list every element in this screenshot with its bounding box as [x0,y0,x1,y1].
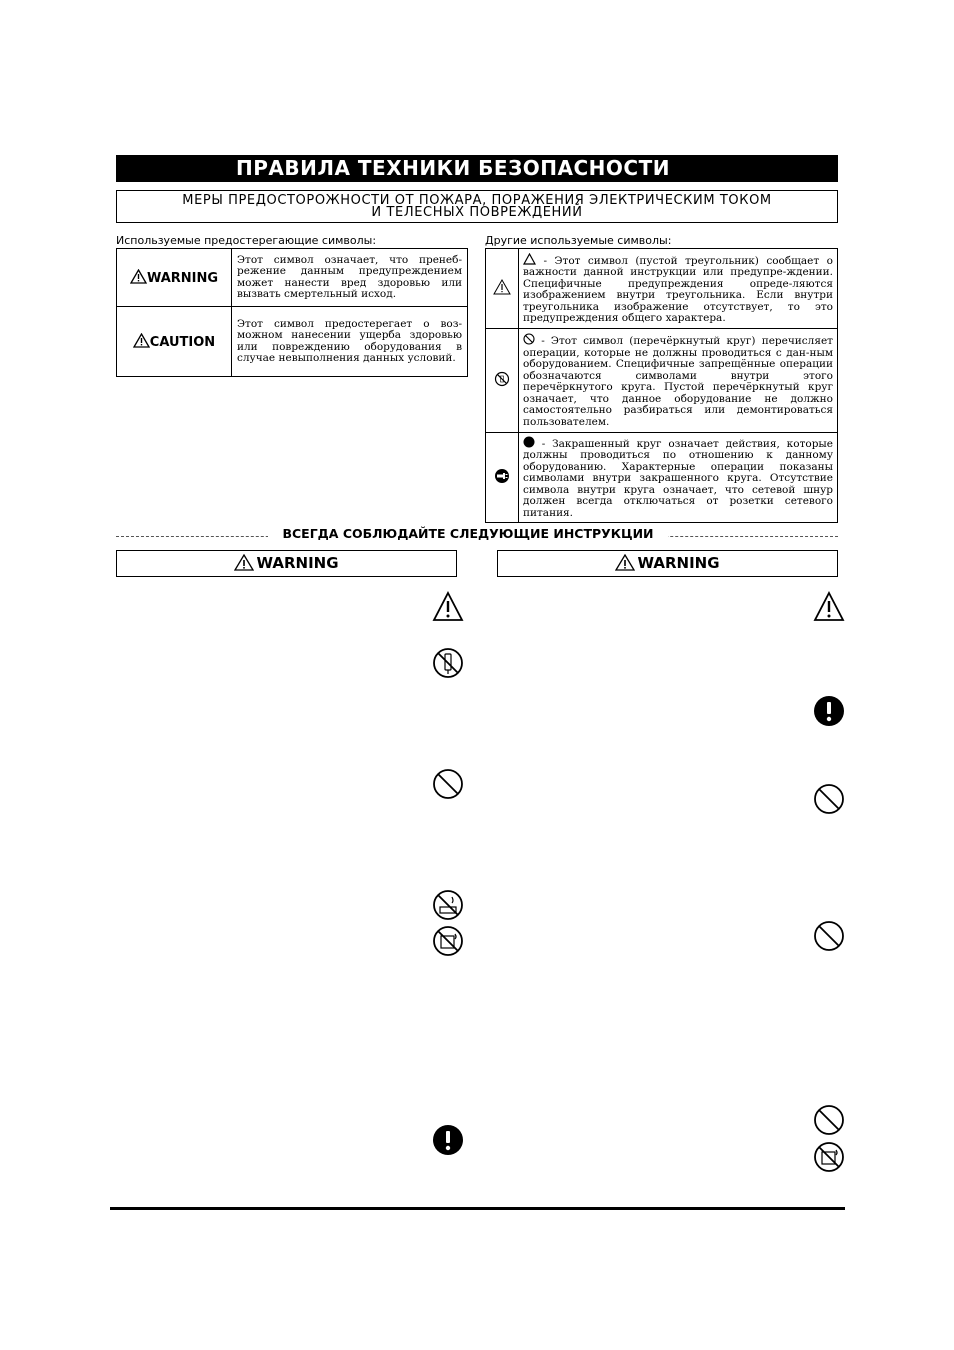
small-triangle-icon [523,253,536,265]
filled-circle-description [519,433,838,523]
subtitle-line-2: И ТЕЛЕСНЫХ ПОВРЕЖДЕНИЙ [371,205,583,220]
no-wet-location-icon [813,1141,845,1173]
unplug-icon [494,468,510,484]
caution-description: Этот символ предостерегает о воз-можном нанесении ущерба здоровью или повреждению оборудования в случае невыполнения данных условий. [232,307,468,377]
empty-triangle-icon [493,279,511,295]
bottom-rule [110,1207,845,1210]
small-filled-circle-icon [523,436,535,448]
prohibited-icon [813,1104,845,1136]
caution-general-icon [432,591,464,623]
prohibition-icon [494,371,510,387]
prohibited-icon [813,783,845,815]
caution-general-icon [813,591,845,623]
caution-label: CAUTION [149,335,216,350]
triangle-description [519,249,838,329]
prohibition-text: - Этот символ (перечёркнутый круг) перечисляет операции, которые не должны проводиться с дан-ным оборудованием. Специфичные запрещённые операции обозначаются символами внутри этого перечёркнутого круга. Пустой перечёркнутый круг означает, что данное оборудование не должно самостоятельно разбираться или демонтироваться пользователем. [523,335,833,428]
prohibited-icon [813,920,845,952]
other-symbols-table [485,248,838,523]
prohibition-description [519,329,838,433]
warning-triangle-icon [615,554,635,571]
filled-circle-symbol-cell [486,433,519,523]
triangle-text: - Этот символ (пустой треугольник) сообщает о важности данной инструкции или предупре-ждении. Специфичные предупреждения опреде-ляются изображением внутри треугольника. Если внутри треугольника изображение отсутствует, то это предупреждения общего характера. [523,254,833,324]
caution-label-cell [117,307,232,377]
filled-circle-text: - Закрашенный круг означает действия, которые должны проводиться по отношению к данному оборудованию. Характерные операции показаны символами внутри закрашенного круга. Отсутствие символа внутри круга означает, что сетевой шнур должен всегда отключаться от розетки сетевого питания. [523,437,833,519]
warning-label-cell [117,249,232,307]
subtitle-line-1: МЕРЫ ПРЕДОСТОРОЖНОСТИ ОТ ПОЖАРА, ПОРАЖЕНИЯ ЭЛЕКТРИЧЕСКИМ ТОКОМ [182,193,772,208]
mandatory-action-icon [813,695,845,727]
warning-header-left [116,550,457,577]
warning-symbols-table [116,248,468,377]
no-water-icon [432,889,464,921]
no-wet-location-icon [432,925,464,957]
warning-header-right [497,550,838,577]
warning-triangle-icon [234,554,254,571]
warning-label: WARNING [146,271,219,286]
warning-triangle-icon [130,269,147,284]
small-prohibition-icon [523,333,535,345]
warning-header-label: WARNING [637,554,720,572]
warning-header-label: WARNING [256,554,339,572]
prohibition-symbol-cell [486,329,519,433]
left-section-label: Используемые предостерегающие символы: [116,234,377,247]
warning-description: Этот символ означает, что пренеб-режение данным предупреждением может нанести вред здоровью или вызвать смертельный исход. [232,249,468,307]
triangle-symbol-cell [486,249,519,329]
mandatory-action-icon [432,1124,464,1156]
caution-triangle-icon [133,333,150,348]
always-follow-heading: ВСЕГДА СОБЛЮДАЙТЕ СЛЕДУЮЩИЕ ИНСТРУКЦИИ [268,526,668,541]
no-disassemble-icon [432,647,464,679]
subtitle-box [116,190,838,223]
page-title: ПРАВИЛА ТЕХНИКИ БЕЗОПАСНОСТИ [116,155,838,182]
prohibited-icon [432,768,464,800]
right-section-label: Другие используемые символы: [485,234,672,247]
